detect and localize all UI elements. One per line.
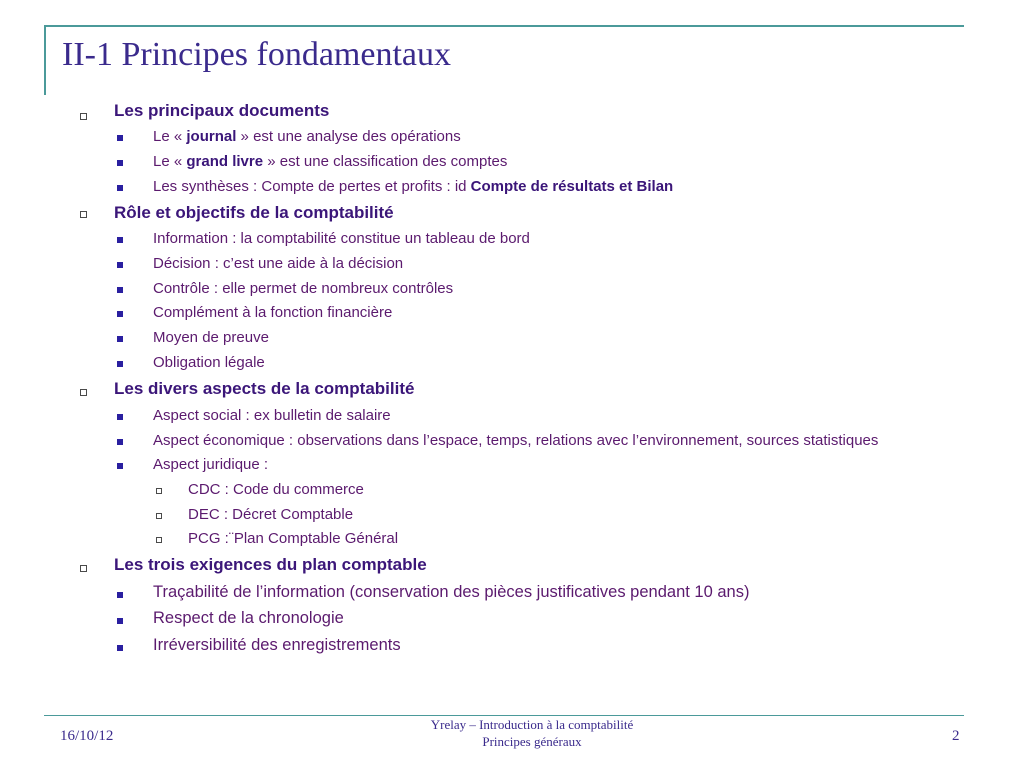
filled-square-icon xyxy=(117,439,123,445)
list-item: Moyen de preuve xyxy=(153,329,269,346)
left-rule xyxy=(44,25,46,95)
filled-square-icon xyxy=(117,237,123,243)
footer-subtitle: Principes généraux xyxy=(482,734,582,749)
footer-course-title: Yrelay – Introduction à la comptabilité xyxy=(430,717,634,732)
list-item: Contrôle : elle permet de nombreux contrôles xyxy=(153,280,454,297)
hollow-square-icon xyxy=(156,488,162,494)
hollow-square-icon xyxy=(156,513,162,519)
filled-square-icon xyxy=(117,645,123,651)
list-item: Les synthèses : Compte de pertes et profits : id Compte de résultats et Bilan xyxy=(153,178,674,195)
list-item: Irréversibilité des enregistrements xyxy=(153,636,401,654)
footer-date: 16/10/12 xyxy=(60,728,114,744)
filled-square-icon xyxy=(117,287,123,293)
top-rule xyxy=(44,25,964,27)
filled-square-icon xyxy=(117,336,123,342)
list-item: Traçabilité de l’information (conservation des pièces justificatives pendant 10 ans) xyxy=(153,583,750,601)
list-item: Information : la comptabilité constitue un tableau de bord xyxy=(153,230,530,247)
list-item: Aspect social : ex bulletin de salaire xyxy=(153,407,391,424)
filled-square-icon xyxy=(117,361,123,367)
section-heading-role: Rôle et objectifs de la comptabilité xyxy=(114,203,394,222)
hollow-square-icon xyxy=(80,211,87,218)
filled-square-icon xyxy=(117,618,123,624)
sub-list-item: CDC : Code du commerce xyxy=(188,481,364,498)
filled-square-icon xyxy=(117,414,123,420)
list-item: Respect de la chronologie xyxy=(153,609,344,627)
list-item: Le « grand livre » est une classification des comptes xyxy=(153,153,508,170)
footer-center-text xyxy=(362,716,702,750)
hollow-square-icon xyxy=(156,537,162,543)
sub-list-item: DEC : Décret Comptable xyxy=(188,506,354,523)
filled-square-icon xyxy=(117,592,123,598)
sub-list-item: PCG :¨Plan Comptable Général xyxy=(188,530,399,547)
list-item: Décision : c’est une aide à la décision xyxy=(153,255,404,272)
list-item: Aspect économique : observations dans l’espace, temps, relations avec l’environnement, sources statistiques xyxy=(153,432,879,449)
filled-square-icon xyxy=(117,135,123,141)
hollow-square-icon xyxy=(80,389,87,396)
page-number: 2 xyxy=(952,728,960,744)
list-item: Complément à la fonction financière xyxy=(153,304,393,321)
filled-square-icon xyxy=(117,160,123,166)
list-item: Obligation légale xyxy=(153,354,265,371)
slide-title: II-1 Principes fondamentaux xyxy=(62,36,451,73)
filled-square-icon xyxy=(117,262,123,268)
filled-square-icon xyxy=(117,311,123,317)
hollow-square-icon xyxy=(80,565,87,572)
filled-square-icon xyxy=(117,185,123,191)
list-item: Aspect juridique : xyxy=(153,456,269,473)
section-heading-exigences: Les trois exigences du plan comptable xyxy=(114,555,427,574)
filled-square-icon xyxy=(117,463,123,469)
list-item: Le « journal » est une analyse des opérations xyxy=(153,128,461,145)
section-heading-aspects: Les divers aspects de la comptabilité xyxy=(114,379,415,398)
hollow-square-icon xyxy=(80,113,87,120)
section-heading-documents: Les principaux documents xyxy=(114,101,330,120)
